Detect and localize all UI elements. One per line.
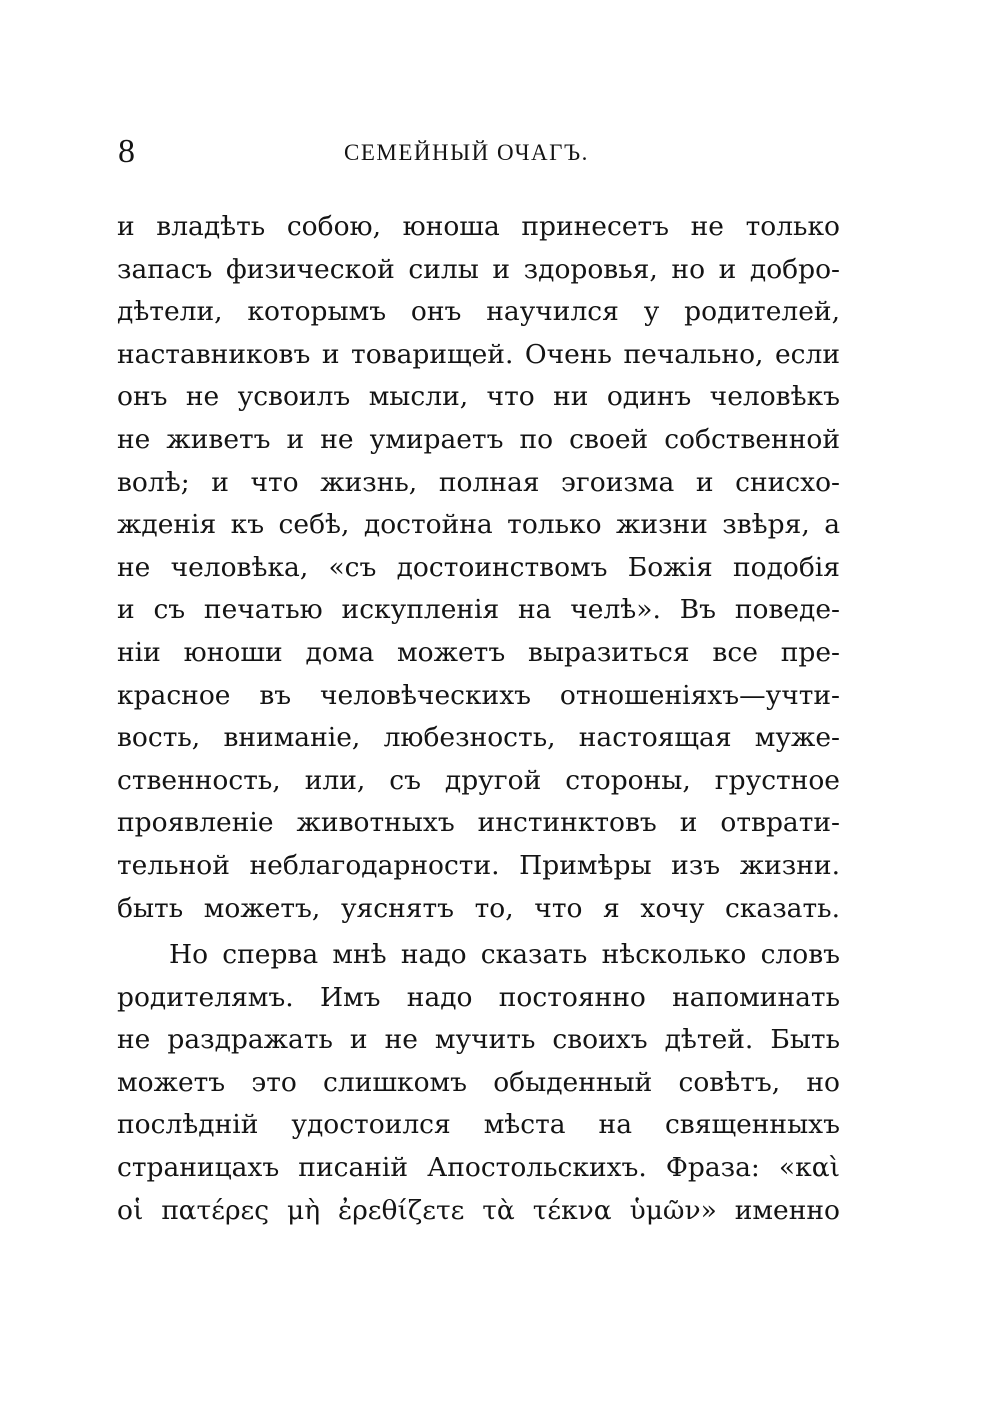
running-head — [118, 132, 840, 172]
running-title: СЕМЕЙНЫЙ ОЧАГЪ. — [344, 140, 589, 165]
text-line: волѣ; и что жизнь, полная эгоизма и снисхо- — [117, 466, 840, 498]
text-line: наставниковъ и товарищей. Очень печально, если — [117, 338, 840, 370]
text-line: страницахъ писаній Апостольскихъ. Фраза: «καὶ — [117, 1152, 840, 1184]
text-line: и съ печатью искупленія на челѣ». Въ поведе- — [117, 594, 840, 626]
text-line: не живетъ и не умираетъ по своей собственной — [117, 423, 840, 455]
text-line: Но сперва мнѣ надо сказать нѣсколько словъ — [169, 939, 840, 971]
text-line: проявленіе животныхъ инстинктовъ и отврати- — [117, 807, 840, 839]
page-number: 8 — [118, 133, 135, 170]
body-text — [117, 206, 840, 1232]
text-line: ніи юноши дома можетъ выразиться все пре- — [117, 636, 840, 668]
text-line: родителямъ. Имъ надо постоянно напоминать — [117, 981, 840, 1013]
text-line: не человѣка, «съ достоинствомъ Божія подобія — [117, 551, 840, 583]
text-line: и владѣть собою, юноша принесетъ не только — [117, 211, 840, 242]
text-line: тельной неблагодарности. Примѣры изъ жизни. — [117, 849, 840, 881]
text-line: послѣдній удостоился мѣста на священныхъ — [117, 1109, 840, 1141]
text-line: ственность, или, съ другой стороны, грустное — [117, 764, 840, 796]
text-line: быть можетъ, уяснятъ то, что я хочу сказать. — [117, 892, 840, 924]
text-line: запасъ физической силы и здоровья, но и добро- — [117, 253, 840, 285]
text-line: вость, вниманіе, любезность, настоящая муже- — [117, 722, 840, 754]
text-line: можетъ это слишкомъ обыденный совѣтъ, но — [117, 1066, 840, 1098]
text-line: не раздражать и не мучить своихъ дѣтей. Быть — [117, 1024, 840, 1056]
text-line: красное въ человѣческихъ отношеніяхъ—учти- — [117, 679, 840, 711]
text-line: дѣтели, которымъ онъ научился у родителей, — [117, 296, 840, 328]
text-line: οἱ πατέρες μὴ ἐρεθίζετε τὰ τέκνα ὑμῶν» именно — [117, 1194, 840, 1226]
text-line: жденія къ себѣ, достойна только жизни звѣря, а — [117, 509, 840, 541]
text-line: онъ не усвоилъ мысли, что ни одинъ человѣкъ — [117, 381, 840, 413]
